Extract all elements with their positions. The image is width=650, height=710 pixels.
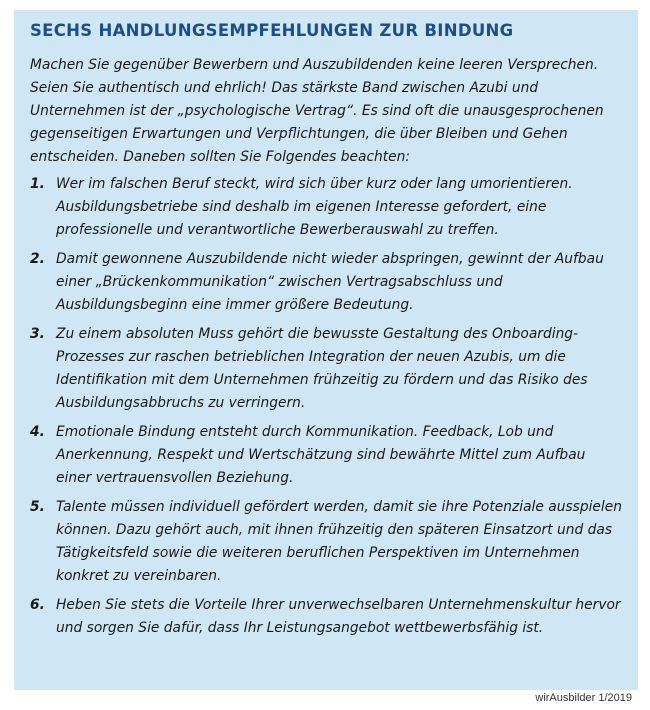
item-number: 5.	[30, 499, 45, 515]
item-text: Heben Sie stets die Vorteile Ihrer unverwechselbaren Unternehmenskultur hervor und sorgen Sie dafür, dass Ihr Leistungsangebot wettbewerbsfähig ist.	[56, 597, 621, 636]
box-title: SECHS HANDLUNGSEMPFEHLUNGEN ZUR BINDUNG	[30, 21, 514, 40]
list-item	[30, 323, 624, 415]
list-item	[30, 496, 624, 588]
list-item	[30, 594, 624, 640]
item-number: 3.	[30, 326, 45, 342]
recommendation-list	[30, 173, 624, 640]
item-text: Damit gewonnene Auszubildende nicht wieder abspringen, gewinnt der Aufbau einer „Brückenkommunikation“ zwischen Vertragsabschluss und Ausbildungsbeginn eine immer größere Bedeutung.	[56, 251, 604, 313]
item-number: 6.	[30, 597, 45, 613]
item-text: Wer im falschen Beruf steckt, wird sich über kurz oder lang umorientieren. Ausbildungsbetriebe sind deshalb im eigenen Interesse gefordert, eine professionelle und verantwortliche Bewerberauswahl zu treffen.	[56, 176, 573, 238]
item-number: 4.	[30, 424, 45, 440]
item-number: 1.	[30, 176, 45, 192]
intro-paragraph: Machen Sie gegenüber Bewerbern und Auszubildenden keine leeren Versprechen. Seien Sie authentisch und ehrlich! Das stärkste Band zwischen Azubi und Unternehmen ist der „psychologische Vertrag“. Es sind oft die unausgesprochenen gegenseitigen Erwartungen und Verpflichtungen, die über Bleiben und Gehen entscheiden. Daneben sollten Sie Folgendes beachten:	[30, 57, 604, 165]
list-item	[30, 248, 624, 317]
item-text: Emotionale Bindung entsteht durch Kommunikation. Feedback, Lob und Anerkennung, Respekt und Wertschätzung sind bewährte Mittel zum Aufbau einer vertrauensvollen Beziehung.	[56, 424, 586, 486]
list-item	[30, 421, 624, 490]
info-box	[14, 10, 638, 690]
source-credit: wirAusbilder 1/2019	[535, 692, 632, 704]
list-item	[30, 173, 624, 242]
item-text: Talente müssen individuell gefördert werden, damit sie ihre Potenziale ausspielen können. Dazu gehört auch, mit ihnen frühzeitig den späteren Einsatzort und das Tätigkeitsfeld sowie die weiteren beruflichen Perspektiven im Unternehmen konkret zu vereinbaren.	[56, 499, 622, 584]
item-text: Zu einem absoluten Muss gehört die bewusste Gestaltung des Onboarding-Prozesses zur raschen betrieblichen Integration der neuen Azubis, um die Identifikation mit dem Unternehmen frühzeitig zu fördern und das Risiko des Ausbildungsabbruchs zu verringern.	[56, 326, 588, 411]
item-number: 2.	[30, 251, 45, 267]
